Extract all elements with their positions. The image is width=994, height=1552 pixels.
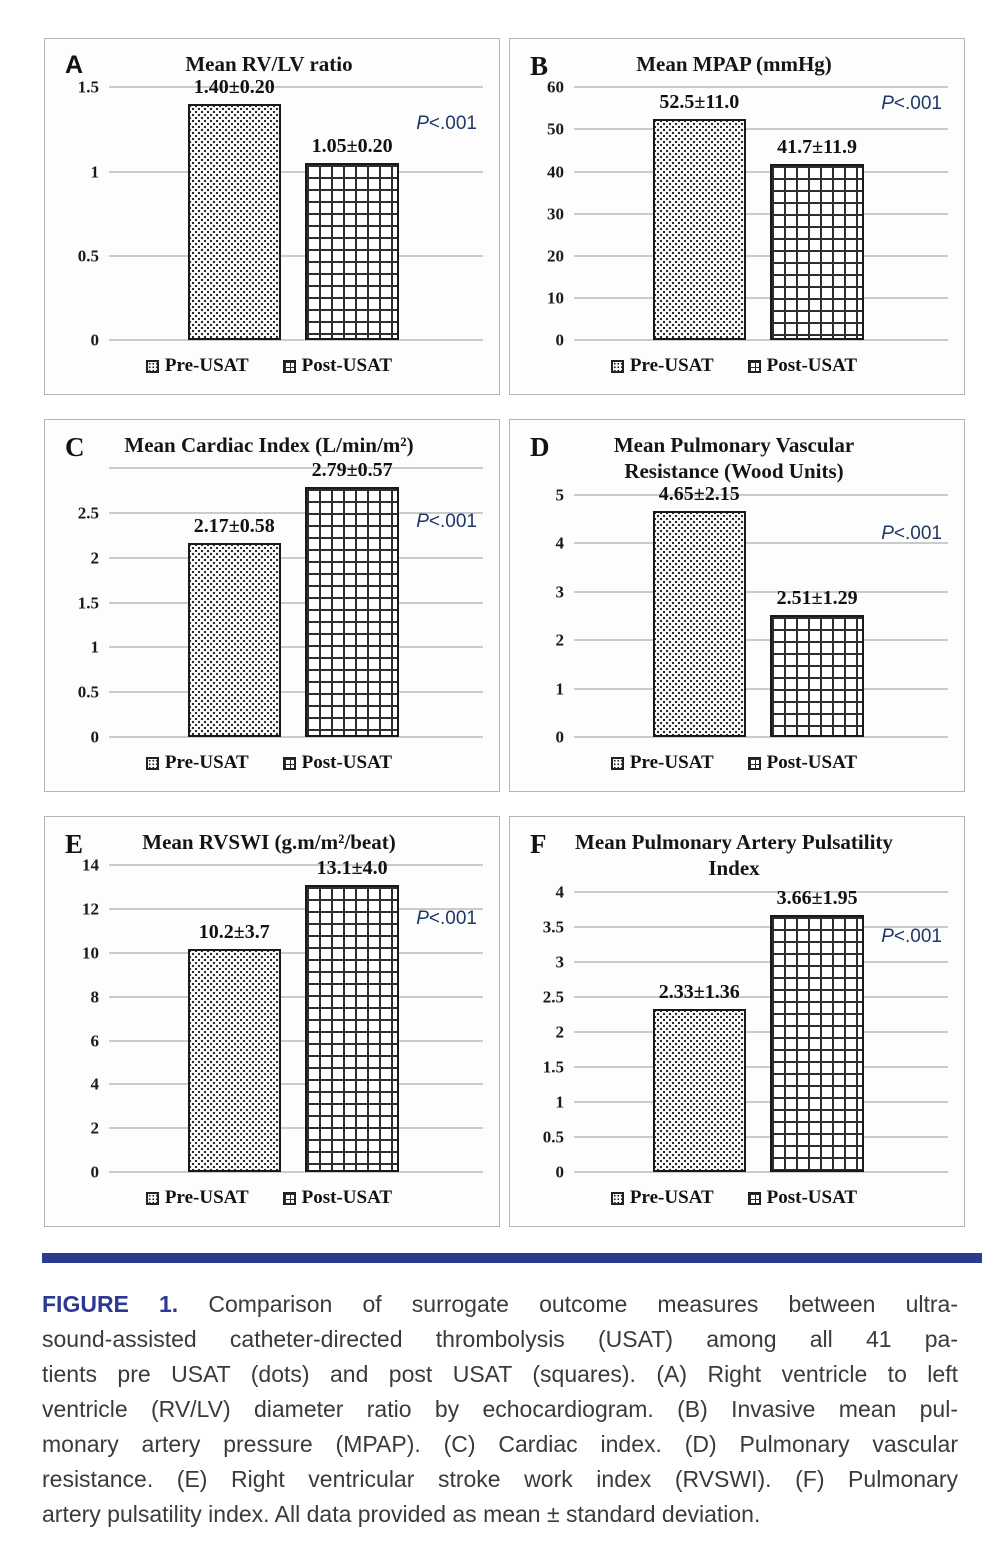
- legend-label: Pre-USAT: [164, 1187, 249, 1208]
- pre-usat-marker-icon: [611, 360, 624, 373]
- plot-area: [574, 887, 948, 1173]
- bar-pre-usat: [188, 949, 282, 1172]
- chart-title: Mean Pulmonary Artery Pulsatility Index: [575, 830, 893, 881]
- plot-area: [109, 76, 483, 340]
- y-tick-label: 0: [90, 330, 99, 350]
- p-value-label: P<.001: [416, 113, 477, 135]
- y-tick-label: 40: [547, 162, 564, 181]
- legend-label: Post-USAT: [766, 355, 858, 376]
- y-tick-label: 0: [555, 727, 564, 747]
- chart-panel-A: [44, 38, 500, 395]
- y-tick-label: 2: [555, 1022, 564, 1042]
- bar-pre-usat: [653, 119, 747, 340]
- legend-item-pre-usat: [611, 355, 714, 377]
- y-tick-label: 10: [82, 943, 99, 963]
- y-tick-label: 4: [555, 882, 564, 901]
- legend-item-post-usat: [283, 1187, 392, 1209]
- y-tick-label: 0.5: [77, 246, 99, 266]
- plot-row: [55, 855, 483, 1182]
- y-tick-label: 0: [555, 1162, 564, 1182]
- caption-line: [42, 1287, 958, 1322]
- plot-area: [109, 459, 483, 737]
- gridline: [109, 996, 483, 998]
- y-tick-label: 1.5: [542, 1057, 564, 1077]
- legend: [55, 741, 483, 785]
- gridline: [109, 602, 483, 604]
- gridline: [574, 591, 948, 593]
- bar-value-label: 3.66±1.95: [776, 887, 858, 910]
- legend-label: Post-USAT: [766, 1187, 858, 1208]
- gridline: [574, 255, 948, 257]
- panels-grid: [44, 38, 994, 1227]
- legend: [55, 344, 483, 388]
- bar-value-label: 10.2±3.7: [198, 920, 270, 943]
- bar-post-usat: [305, 163, 399, 340]
- bar-value-label: 2.51±1.29: [776, 587, 858, 610]
- bar-value-label: 52.5±11.0: [659, 90, 740, 113]
- caption-line: sound-assisted catheter-directed thrombolysis (USAT) among all 41 pa-: [42, 1326, 958, 1352]
- legend-label: Pre-USAT: [629, 1187, 714, 1208]
- gridline: [574, 297, 948, 299]
- legend-item-pre-usat: [146, 1187, 249, 1209]
- panel-letter: C: [65, 432, 85, 462]
- p-italic: P: [416, 907, 429, 929]
- bar-value-label: 2.79±0.57: [311, 459, 393, 482]
- panel-letter: F: [530, 829, 547, 859]
- p-value-label: P<.001: [881, 925, 942, 947]
- y-tick-label: 30: [547, 204, 564, 224]
- p-italic: P: [881, 93, 894, 115]
- gridline: [109, 1040, 483, 1042]
- legend-label: Post-USAT: [766, 752, 858, 773]
- gridline: [574, 128, 948, 130]
- plot-row: [55, 76, 483, 350]
- chart-panel-E: [44, 816, 500, 1227]
- bar-post-usat: [770, 915, 864, 1172]
- gridline: [574, 1031, 948, 1033]
- y-tick-label: 3: [555, 582, 564, 601]
- post-usat-marker-icon: [748, 360, 761, 373]
- pre-usat-marker-icon: [146, 1192, 159, 1205]
- gridline: [109, 1171, 483, 1173]
- gridline: [574, 1171, 948, 1173]
- y-tick-label: 3.5: [542, 917, 564, 937]
- post-usat-marker-icon: [748, 1192, 761, 1205]
- bar-value-label: 1.05±0.20: [311, 135, 393, 158]
- gridline: [574, 688, 948, 690]
- bar-value-label: 4.65±2.15: [658, 483, 740, 506]
- y-tick-label: 1: [90, 162, 99, 181]
- y-axis: [55, 855, 109, 1182]
- bar-value-label: 41.7±11.9: [777, 136, 858, 159]
- legend-label: Pre-USAT: [164, 355, 249, 376]
- y-tick-label: 1.5: [77, 593, 99, 613]
- gridline: [109, 1083, 483, 1085]
- gridline: [109, 467, 483, 469]
- gridline: [109, 339, 483, 341]
- panel-letter: A: [65, 51, 84, 79]
- y-axis: [520, 882, 574, 1182]
- bar-pre-usat: [653, 1009, 747, 1172]
- y-tick-label: 14: [82, 855, 99, 875]
- legend-item-post-usat: [283, 752, 392, 774]
- bar-post-usat: [770, 164, 864, 340]
- gridline: [109, 255, 483, 257]
- legend-item-pre-usat: [146, 752, 249, 774]
- legend-label: Pre-USAT: [629, 752, 714, 773]
- legend: [520, 741, 948, 785]
- chart-title: Mean Pulmonary Vascular Resistance (Wood Units): [613, 433, 855, 484]
- gridline: [109, 691, 483, 693]
- gridline: [574, 86, 948, 88]
- p-italic: P: [881, 925, 894, 947]
- gridline: [109, 557, 483, 559]
- y-tick-label: 1: [90, 637, 99, 657]
- p-value-label: P<.001: [416, 510, 477, 532]
- y-tick-label: 4: [555, 533, 564, 553]
- chart-title: Mean Cardiac Index (L/min/m²): [124, 433, 414, 457]
- caption-text: Comparison of surrogate outcome measures between ultra-: [208, 1291, 959, 1317]
- gridline: [574, 171, 948, 173]
- bar-pre-usat: [653, 511, 747, 737]
- caption-line: monary artery pressure (MPAP). (C) Cardiac index. (D) Pulmonary vascular: [42, 1431, 958, 1457]
- pre-usat-marker-icon: [611, 1192, 624, 1205]
- bar-post-usat: [305, 487, 399, 737]
- y-tick-label: 2: [555, 630, 564, 650]
- legend-label: Post-USAT: [301, 1187, 393, 1208]
- gridline: [574, 1101, 948, 1103]
- y-tick-label: 2: [90, 548, 99, 568]
- panel-letter: E: [65, 829, 84, 859]
- p-value-label: P<.001: [416, 907, 477, 929]
- y-tick-label: 0.5: [542, 1127, 564, 1147]
- y-tick-label: 2: [90, 1118, 99, 1138]
- gridline: [574, 891, 948, 893]
- pre-usat-marker-icon: [611, 757, 624, 770]
- caption-line: tients pre USAT (dots) and post USAT (squares). (A) Right ventricle to left: [42, 1361, 958, 1387]
- bar-value-label: 13.1±4.0: [316, 856, 388, 879]
- post-usat-marker-icon: [748, 757, 761, 770]
- caption-figure-label: FIGURE 1.: [42, 1291, 179, 1317]
- bar-pre-usat: [188, 104, 282, 340]
- bar-value-label: 1.40±0.20: [193, 76, 275, 99]
- gridline: [109, 646, 483, 648]
- legend-label: Pre-USAT: [164, 752, 249, 773]
- y-tick-label: 1: [555, 1092, 564, 1112]
- y-tick-label: 60: [547, 77, 564, 97]
- chart-panel-F: [509, 816, 965, 1227]
- y-tick-label: 0: [90, 727, 99, 747]
- plot-area: [574, 483, 948, 738]
- legend: [55, 1176, 483, 1220]
- legend-item-pre-usat: [611, 752, 714, 774]
- plot-row: [520, 77, 948, 350]
- p-value-label: P<.001: [881, 523, 942, 545]
- figure-caption: [42, 1287, 958, 1532]
- gridline: [574, 996, 948, 998]
- caption-line: resistance. (E) Right ventricular stroke work index (RVSWI). (F) Pulmonary: [42, 1466, 958, 1492]
- p-value-label: P<.001: [881, 93, 942, 115]
- y-tick-label: 50: [547, 119, 564, 139]
- chart-panel-B: [509, 38, 965, 395]
- gridline: [574, 1066, 948, 1068]
- post-usat-marker-icon: [283, 360, 296, 373]
- p-italic: P: [416, 113, 429, 135]
- pre-usat-marker-icon: [146, 757, 159, 770]
- y-tick-label: 4: [90, 1074, 99, 1094]
- gridline: [574, 1136, 948, 1138]
- y-axis: [55, 468, 109, 747]
- legend-item-post-usat: [748, 1187, 857, 1209]
- y-tick-label: 10: [547, 288, 564, 308]
- gridline: [574, 213, 948, 215]
- pre-usat-marker-icon: [146, 360, 159, 373]
- chart-panel-C: [44, 419, 500, 792]
- gridline: [109, 952, 483, 954]
- legend: [520, 1176, 948, 1220]
- chart-title: Mean MPAP (mmHg): [636, 52, 832, 76]
- panel-letter: D: [530, 432, 550, 462]
- caption-line: artery pulsatility index. All data provided as mean ± standard deviation.: [42, 1501, 761, 1527]
- chart-panel-D: [509, 419, 965, 792]
- gridline: [109, 86, 483, 88]
- y-axis: [520, 485, 574, 747]
- gridline: [109, 171, 483, 173]
- y-tick-label: 5: [555, 485, 564, 504]
- gridline: [574, 736, 948, 738]
- y-tick-label: 3: [555, 952, 564, 972]
- y-tick-label: 0: [555, 330, 564, 350]
- y-tick-label: 0.5: [77, 682, 99, 702]
- y-tick-label: 2.5: [77, 503, 99, 523]
- legend-label: Post-USAT: [301, 355, 393, 376]
- gridline: [574, 494, 948, 496]
- gridline: [574, 339, 948, 341]
- gridline: [109, 1127, 483, 1129]
- chart-title: Mean RVSWI (g.m/m²/beat): [142, 830, 396, 854]
- y-axis: [55, 77, 109, 350]
- y-tick-label: 8: [90, 987, 99, 1007]
- plot-area: [574, 87, 948, 340]
- bar-pre-usat: [188, 543, 282, 737]
- y-tick-label: 1: [555, 679, 564, 698]
- caption-line: ventricle (RV/LV) diameter ratio by echocardiogram. (B) Invasive mean pul-: [42, 1396, 958, 1422]
- gridline: [109, 864, 483, 866]
- bar-value-label: 2.33±1.36: [658, 980, 740, 1003]
- legend-item-post-usat: [748, 752, 857, 774]
- panel-letter: B: [530, 51, 549, 81]
- bar-value-label: 2.17±0.58: [193, 514, 275, 537]
- chart-title: Mean RV/LV ratio: [185, 52, 353, 76]
- y-tick-label: 12: [82, 899, 99, 919]
- legend-item-post-usat: [283, 355, 392, 377]
- gridline: [574, 639, 948, 641]
- plot-area: [109, 856, 483, 1172]
- post-usat-marker-icon: [283, 757, 296, 770]
- legend: [520, 344, 948, 388]
- y-axis: [520, 77, 574, 350]
- legend-item-pre-usat: [146, 355, 249, 377]
- bar-post-usat: [305, 885, 399, 1172]
- legend-item-post-usat: [748, 355, 857, 377]
- legend-label: Pre-USAT: [629, 355, 714, 376]
- plot-row: [520, 483, 948, 747]
- figure-divider-rule: [42, 1253, 982, 1263]
- bar-post-usat: [770, 615, 864, 737]
- y-tick-label: 1.5: [77, 77, 99, 97]
- p-italic: P: [416, 510, 429, 532]
- y-tick-label: 20: [547, 246, 564, 266]
- legend-item-pre-usat: [611, 1187, 714, 1209]
- plot-row: [520, 882, 948, 1182]
- y-tick-label: 2.5: [542, 987, 564, 1007]
- plot-row: [55, 459, 483, 747]
- y-tick-label: 6: [90, 1031, 99, 1051]
- legend-label: Post-USAT: [301, 752, 393, 773]
- post-usat-marker-icon: [283, 1192, 296, 1205]
- gridline: [109, 736, 483, 738]
- p-italic: P: [881, 523, 894, 545]
- y-tick-label: 0: [90, 1162, 99, 1182]
- gridline: [574, 961, 948, 963]
